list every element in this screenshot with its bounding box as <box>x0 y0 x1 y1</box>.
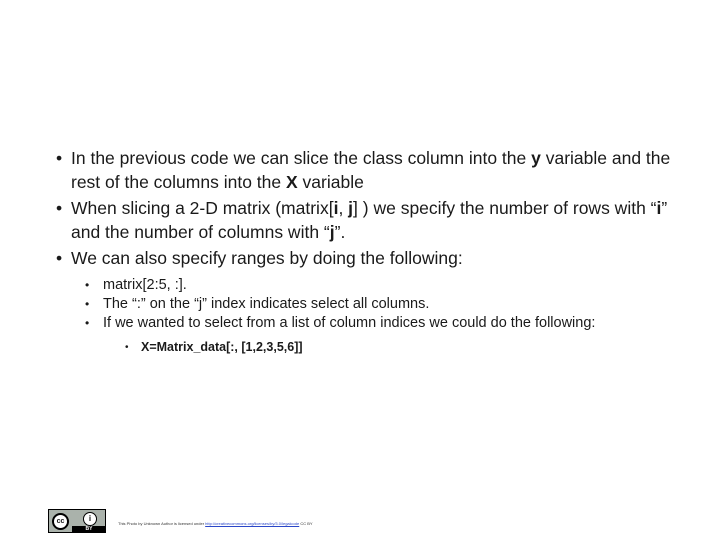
bullet-item-slice-class <box>56 146 676 194</box>
sub-bullet-text: If we wanted to select from a list of column indices we could do the following: <box>103 315 596 331</box>
bullet-text: We can also specify ranges by doing the following: <box>71 248 463 268</box>
bold-term: j <box>348 198 354 218</box>
sub-sub-bullet-list <box>125 339 676 356</box>
bullet-item-2d-matrix <box>56 196 676 244</box>
bullet-marker: • <box>56 148 63 168</box>
sub-bullet-list <box>81 276 676 356</box>
bullet-marker: • <box>85 316 90 330</box>
bullet-list <box>56 146 676 356</box>
bullet-text: In the previous code we can slice the class column into the <box>71 148 532 168</box>
bullet-marker: • <box>56 248 63 268</box>
code-example-text: X=Matrix_data[:, [1,2,3,5,6]] <box>141 340 303 354</box>
bullet-marker: • <box>125 342 129 353</box>
bullet-text: ] ) we specify the number of rows with “ <box>353 198 657 218</box>
attribution-person-icon: i <box>83 512 97 526</box>
bullet-item-ranges <box>56 246 676 356</box>
sub-bullet-item <box>81 276 676 295</box>
slide-body <box>56 146 676 358</box>
sub-bullet-text: matrix[2:5, :]. <box>103 277 187 293</box>
bullet-marker: • <box>85 278 90 292</box>
bold-term: i <box>333 198 339 218</box>
license-link[interactable]: http://creativecommons.org/licenses/by/3.0/legalcode <box>205 521 300 526</box>
license-suffix: CC BY <box>299 521 313 526</box>
bullet-text: variable and the rest of the columns into the <box>71 148 671 192</box>
bullet-text: variable <box>297 172 364 192</box>
sub-bullet-item <box>81 295 676 314</box>
bullet-text: When slicing a 2-D matrix (matrix[ <box>71 198 334 218</box>
bold-term: y <box>531 148 541 168</box>
attribution-prefix: This Photo by Unknown Author is licensed under <box>118 521 206 526</box>
by-label: BY <box>72 526 106 532</box>
attribution-text <box>118 521 313 527</box>
bullet-text: , <box>338 198 349 218</box>
bullet-marker: • <box>85 297 90 311</box>
creative-commons-icon: cc <box>52 513 69 530</box>
bold-term: X <box>285 172 298 192</box>
bold-term: j <box>329 222 335 242</box>
code-example-item <box>125 339 676 356</box>
cc-by-license-badge[interactable] <box>48 509 106 533</box>
sub-bullet-text: The “:” on the “j” index indicates select all columns. <box>103 296 430 312</box>
bold-term: i <box>656 198 662 218</box>
bullet-text: ”. <box>334 222 346 242</box>
sub-bullet-item <box>81 314 676 356</box>
bullet-text: ” and the number of columns with “ <box>71 198 668 242</box>
bullet-marker: • <box>56 198 63 218</box>
